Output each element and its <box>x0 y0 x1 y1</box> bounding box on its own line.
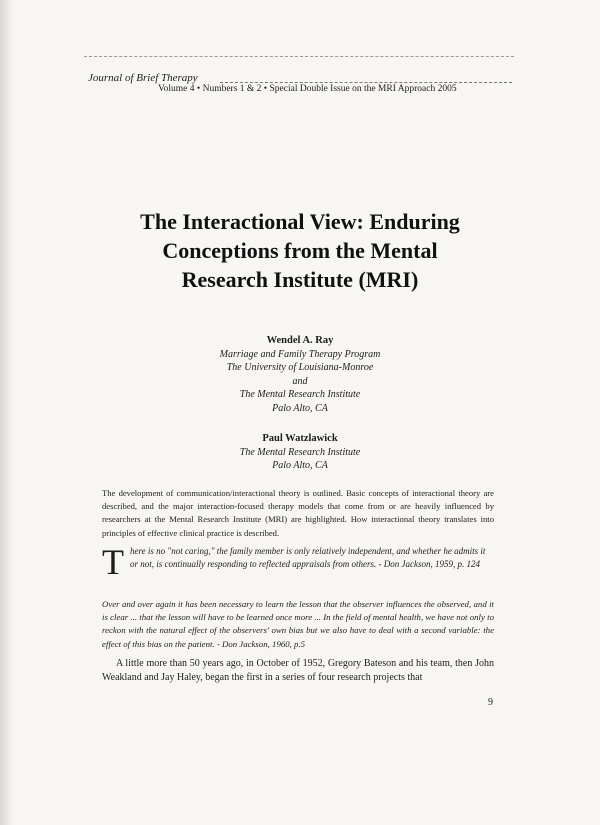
journal-name: Journal of Brief Therapy <box>88 72 198 84</box>
top-rule <box>84 56 514 57</box>
title-line: Research Institute (MRI) <box>181 267 419 292</box>
epigraph-jackson-1960: Over and over again it has been necessary to learn the lesson that the observer influences the observed, and it is clear ... that the lesson will have to be learned once more ... In the field of mental health, we have not only to reckon with the natural effect of the observers' own bias but we also have to deal with a second variable: the effect of this bias on the patient. - Don Jackson, 1960, p.5 <box>102 599 494 649</box>
epigraph-jackson-1959 <box>102 542 494 582</box>
affiliation-line: Palo Alto, CA <box>272 402 328 414</box>
affiliation-line: The Mental Research Institute <box>239 446 361 458</box>
article-title <box>110 207 490 294</box>
title-line: Conceptions from the Mental <box>162 238 438 263</box>
page-number: 9 <box>488 697 493 708</box>
affiliation-line: Palo Alto, CA <box>272 460 328 471</box>
body-paragraph: A little more than 50 years ago, in October of 1952, Gregory Bateson and his team, then John Weakland and Jay Haley, began the first in a series of four research projects that <box>102 658 494 683</box>
author-block-watzlawick <box>160 432 440 473</box>
scan-edge-shadow <box>0 0 14 825</box>
author-block-ray <box>160 334 440 415</box>
affiliation-line: and <box>292 375 308 387</box>
header-rule <box>220 82 512 83</box>
drop-cap: T <box>102 542 124 582</box>
epigraph-text: here is no "not caring," the family member is only relatively independent, and whether he admits it or not, is continually responding to reflected appraisals from others. - Don Jackson, 1959, p. 124 <box>130 546 486 569</box>
title-line: The Interactional View: Enduring <box>140 209 460 234</box>
abstract: The development of communication/interactional theory is outlined. Basic concepts of interactional theory are described, and the major interaction-focused therapy models that come from or are heavily influenced by researchers at the Mental Research Institute (MRI) are highlighted. How interactional theory translates into principles of effective clinical practice is described. <box>102 488 494 538</box>
affiliation-line: The Mental Research Institute <box>239 389 361 400</box>
volume-line: Volume 4 • Numbers 1 & 2 • Special Double Issue on the MRI Approach 2005 <box>158 84 457 94</box>
affiliation-line: Marriage and Family Therapy Program <box>219 348 381 360</box>
author-name: Wendel A. Ray <box>266 335 334 346</box>
author-name: Paul Watzlawick <box>262 433 338 444</box>
affiliation-line: The University of Louisiana-Monroe <box>226 362 374 373</box>
